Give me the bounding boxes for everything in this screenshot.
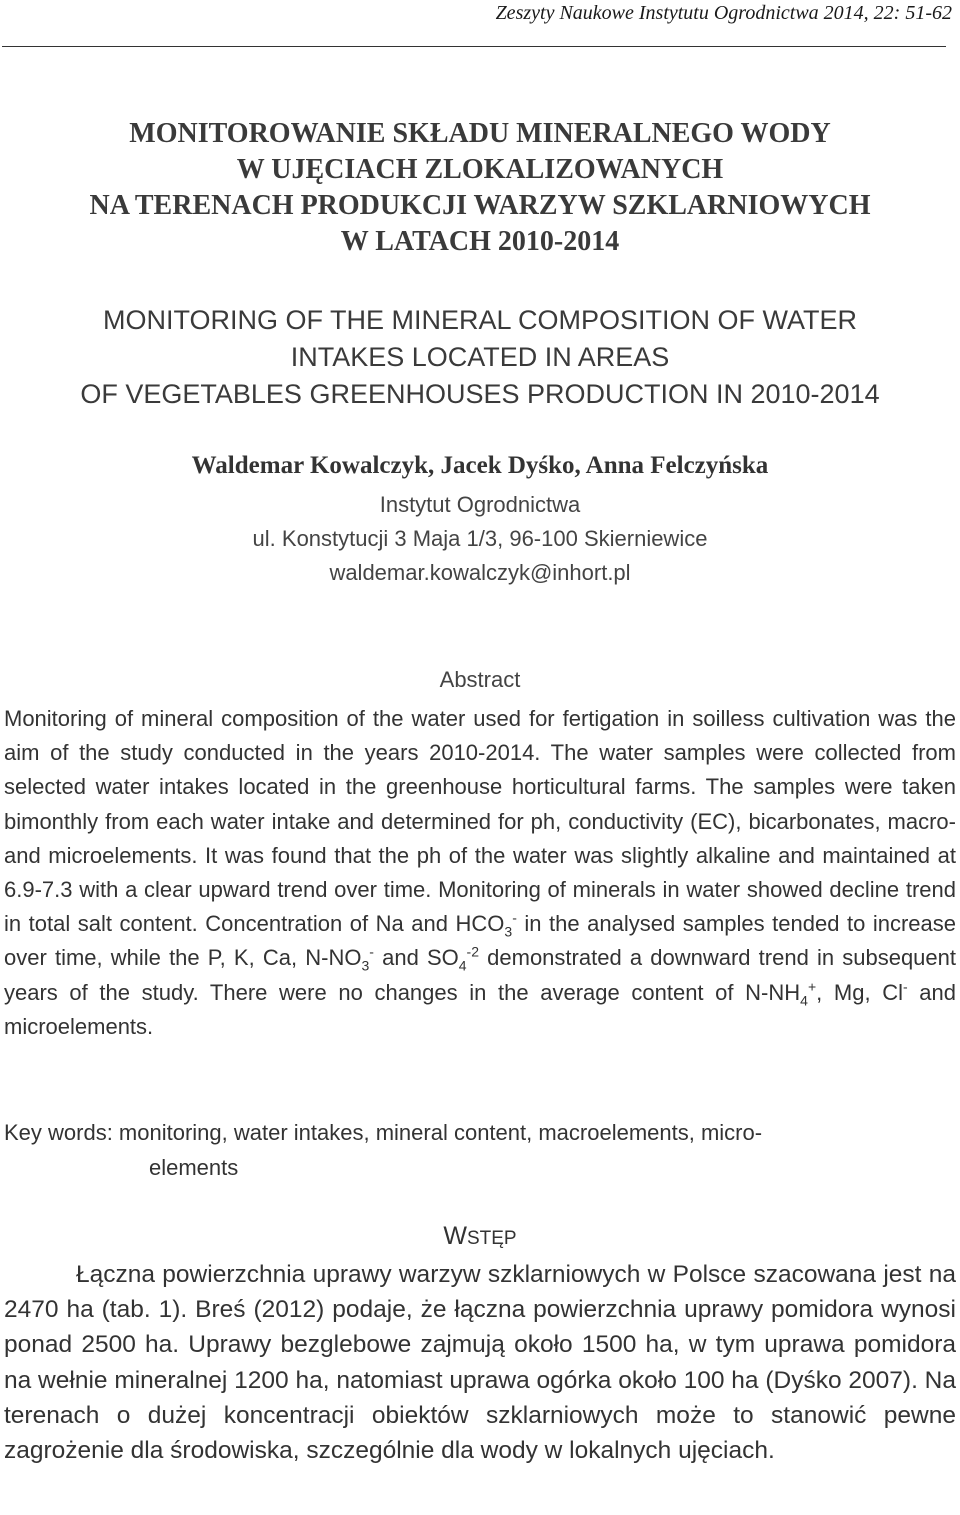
abstract-heading: Abstract — [439, 667, 521, 692]
affiliation-address: ul. Konstytucji 3 Maja 1/3, 96-100 Skierniewice — [252, 526, 708, 551]
keywords-line-2: elements — [149, 1155, 239, 1180]
section-heading-rest: STĘP — [466, 1228, 517, 1249]
abstract-sub-4: 4 — [800, 992, 808, 1009]
body-paragraph-text: Łączna powierzchnia uprawy warzyw szklarniowych w Polsce szacowana jest na 2470 ha (tab. 1). Breś (2012) podaje, że łączna powierzchnia uprawy pomidora wynosi ponad 2500 ha. Uprawy bezglebowe zajmują około 1500 ha, w tym uprawa pomidora na wełnie mineralnej 1200 ha, natomiast uprawa ogórka około 100 ha (Dyśko 2007). Na terenach o dużej koncentracji obiektów szklarniowych może to stanowić pewne zagrożenie dla środowiska, szczególnie dla wody w lokalnych ujęciach. — [4, 1261, 956, 1465]
abstract-sup-3: -2 — [466, 944, 479, 961]
header-rule — [2, 46, 946, 47]
abstract-sub-3: 4 — [458, 957, 467, 974]
abstract-sup-4: + — [807, 978, 817, 995]
abstract-sup-1: - — [512, 909, 517, 926]
abstract-sub-1: 3 — [504, 923, 513, 940]
journal-header: Zeszyty Naukowe Instytutu Ogrodnictwa 2014, 22: 51-62 — [495, 2, 952, 24]
title-en-line-3: OF VEGETABLES GREENHOUSES PRODUCTION IN 2010-2014 — [80, 379, 880, 409]
title-polish — [0, 116, 960, 260]
title-en-line-2: INTAKES LOCATED IN AREAS — [290, 342, 670, 372]
title-pl-line-3: NA TERENACH PRODUKCJI WARZYW SZKLARNIOWYCH — [89, 190, 871, 221]
title-en-line-1: MONITORING OF THE MINERAL COMPOSITION OF WATER — [102, 305, 858, 335]
section-heading-initial: W — [443, 1222, 467, 1250]
title-pl-line-4: W LATACH 2010-2014 — [340, 226, 620, 257]
abstract-part-5: , Mg, Cl — [816, 979, 903, 1005]
affiliation-institute: Instytut Ogrodnictwa — [379, 492, 581, 517]
abstract-sup-5: - — [902, 978, 908, 995]
section-heading — [0, 1222, 960, 1251]
authors: Waldemar Kowalczyk, Jacek Dyśko, Anna Felczyńska — [191, 452, 769, 479]
keywords — [4, 1115, 956, 1185]
abstract-sup-2: - — [369, 944, 374, 961]
keywords-line-1: Key words: monitoring, water intakes, mineral content, macroelements, micro- — [4, 1120, 763, 1145]
title-english — [0, 302, 960, 413]
abstract-part-3: and SO — [373, 945, 459, 971]
abstract-text — [4, 702, 956, 1044]
abstract-part-2: in the analysed samples tended to increase over time, while the P, K, Ca, N-NO — [4, 911, 956, 971]
body-paragraph — [4, 1257, 956, 1468]
abstract-part-1: Monitoring of mineral composition of the water used for fertigation in soilless cultivation was the aim of the study conducted in the years 2010-2014. The water samples were collected from selected water intakes located in the greenhouse horticultural farms. The samples were taken bimonthly from each water intake and determined for ph, conductivity (EC), bicarbonates, macro- and microelements. It was found that the ph of the water was slightly alkaline and maintained at 6.9-7.3 with a clear upward trend over time. Monitoring of minerals in water showed decline trend in total salt content. Concentration of Na and HCO — [4, 706, 956, 937]
title-pl-line-2: W UJĘCIACH ZLOKALIZOWANYCH — [236, 154, 724, 185]
abstract-sub-2: 3 — [361, 957, 370, 974]
abstract-part-4: demonstrated a downward trend in subsequent years of the study. There were no changes in the average content of N-NH — [4, 945, 956, 1005]
author-email[interactable]: waldemar.kowalczyk@inhort.pl — [329, 560, 631, 585]
title-pl-line-1: MONITOROWANIE SKŁADU MINERALNEGO WODY — [129, 118, 831, 149]
abstract-part-6: and microelements. — [4, 979, 956, 1039]
